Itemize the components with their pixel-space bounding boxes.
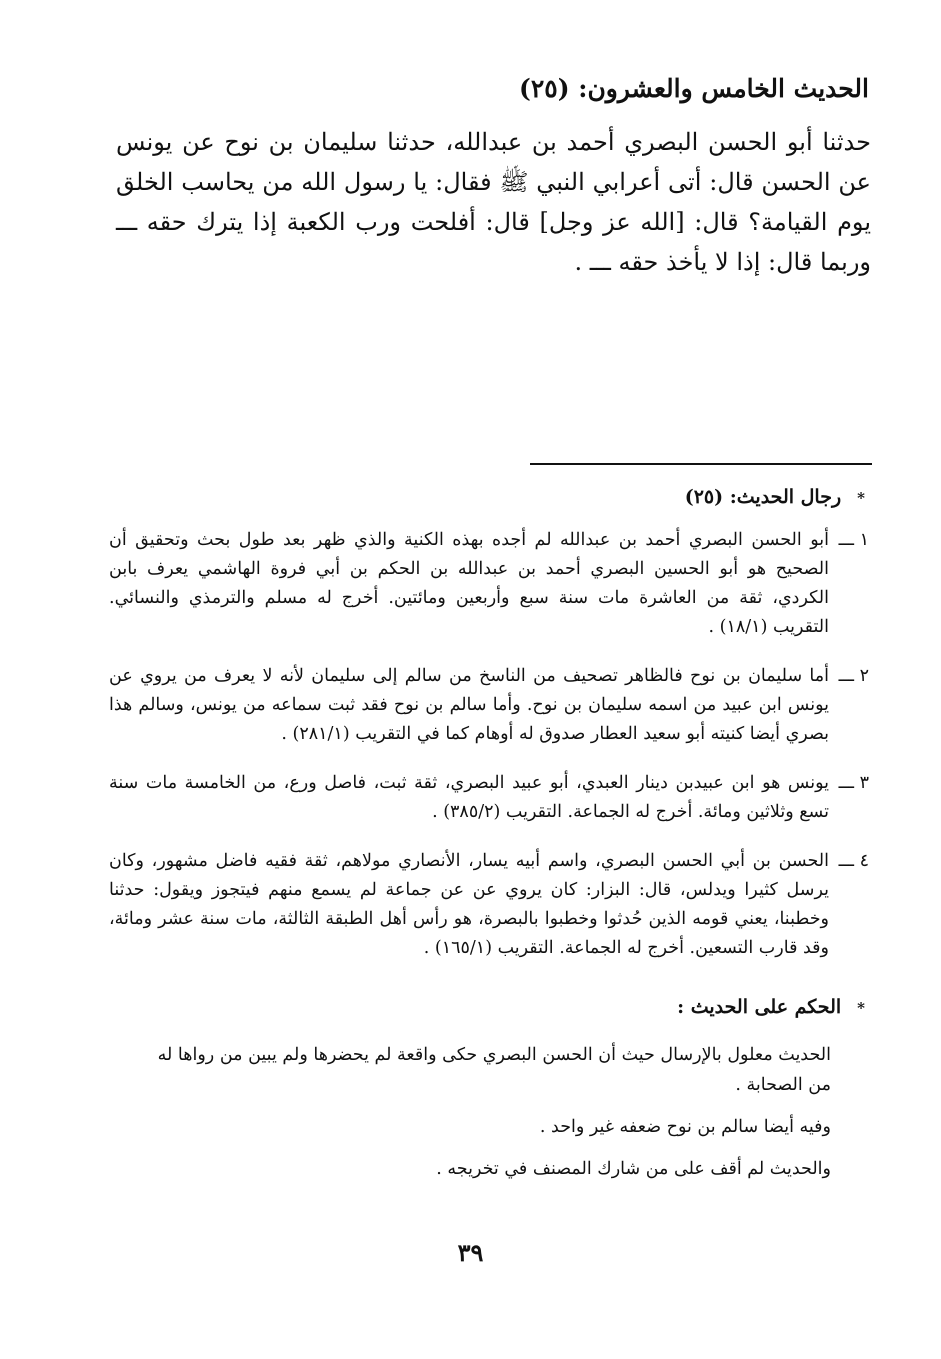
- hadith-heading: الحديث الخامس والعشرون: (٢٥): [518, 74, 869, 103]
- star-icon: *: [857, 999, 865, 1017]
- ruling-body: [131, 1040, 831, 1196]
- note-text: أما سليمان بن نوح فالظاهر تصحيف من الناسخ من سالم إلى سليمان لأنه لا يعرف من يروي عن يونس ابن عبيد من اسمه سليمان بن نوح. وأما سالم بن نوح فقد ثبت سماعه من يونس، وسالم هذا بصري أيضا كنيته أبو سعيد العطار صدوق له أوهام كما في التقريب (٢٨١/١) .: [109, 666, 829, 744]
- narrators-section-title: [685, 486, 865, 508]
- ruling-paragraph: والحديث لم أقف على من شارك المصنف في تخريجه .: [436, 1159, 831, 1179]
- note-number: ١ ـــ: [838, 530, 869, 550]
- footnote-separator-rule: [530, 463, 872, 465]
- narrator-note-3: [109, 769, 869, 827]
- note-number: ٣ ـــ: [838, 773, 869, 793]
- ruling-paragraph: الحديث معلول بالإرسال حيث أن الحسن البصري حكى واقعة لم يحضرها ولم يبين من رواها له من الصحابة .: [157, 1045, 831, 1095]
- note-text: يونس هو ابن عبيدبن دينار العبدي، أبو عبيد البصري، ثقة ثبت، فاصل ورع، من الخامسة مات سنة تسع وثلاثين ومائة. أخرج له الجماعة. التقريب (٣٨٥/٢) .: [109, 773, 829, 822]
- narrator-note-1: [109, 526, 869, 642]
- star-icon: *: [857, 489, 865, 507]
- narrators-notes-list: [109, 526, 869, 983]
- narrator-note-2: [109, 662, 869, 749]
- ruling-section-title: [677, 996, 865, 1018]
- narrator-note-4: [109, 847, 869, 963]
- note-text: أبو الحسن البصري أحمد بن عبدالله لم أجده بهذه الكنية والذي ظهر بعد طول بحث وتحقيق أن الصحيح هو أبو الحسين البصري أحمد بن عبدالله بن الحكم بن أبي فروة الهاشمي يعرف بابن الكردي، ثقة من العاشرة مات سنة سبع وأربعين ومائتين. أخرج له مسلم والترمذي والنسائي. التقريب (١٨/١) .: [109, 530, 829, 637]
- note-text: الحسن بن أبي الحسن البصري، واسم أبيه يسار، الأنصاري مولاهم، ثقة فقيه فاضل مشهور، وكان يرسل كثيرا ويدلس، قال: البزار: كان يروي عن عن جماعة لم يسمع منهم فيتجوز ويقول: حدثنا وخطبنا، يعني قومه الذين حُدثوا وخطبوا بالبصرة، هو رأس أهل الطبقة الثالثة، مات سنة عشر ومائة، وقد قارب التسعين. أخرج له الجماعة. التقريب (١٦٥/١) .: [109, 851, 829, 958]
- note-number: ٢ ـــ: [838, 666, 869, 686]
- hadith-main-text: حدثنا أبو الحسن البصري أحمد بن عبدالله، حدثنا سليمان بن نوح عن يونس عن الحسن قال: أتى أعرابي النبي ﷺ فقال: يا رسول الله من يحاسب الخلق يوم القيامة؟ قال: [الله عز وجل] قال: أفلحت ورب الكعبة إذا يترك حقه ـــ وربما قال: إذا لا يأخذ حقه ـــ .: [116, 128, 871, 276]
- ruling-title-text: الحكم على الحديث :: [677, 996, 842, 1018]
- ruling-paragraph: وفيه أيضا سالم بن نوح ضعفه غير واحد .: [539, 1117, 831, 1137]
- note-number: ٤ ـــ: [838, 851, 869, 871]
- page-number: ٣٩: [457, 1238, 484, 1267]
- narrators-title-text: رجال الحديث: (٢٥): [684, 486, 842, 508]
